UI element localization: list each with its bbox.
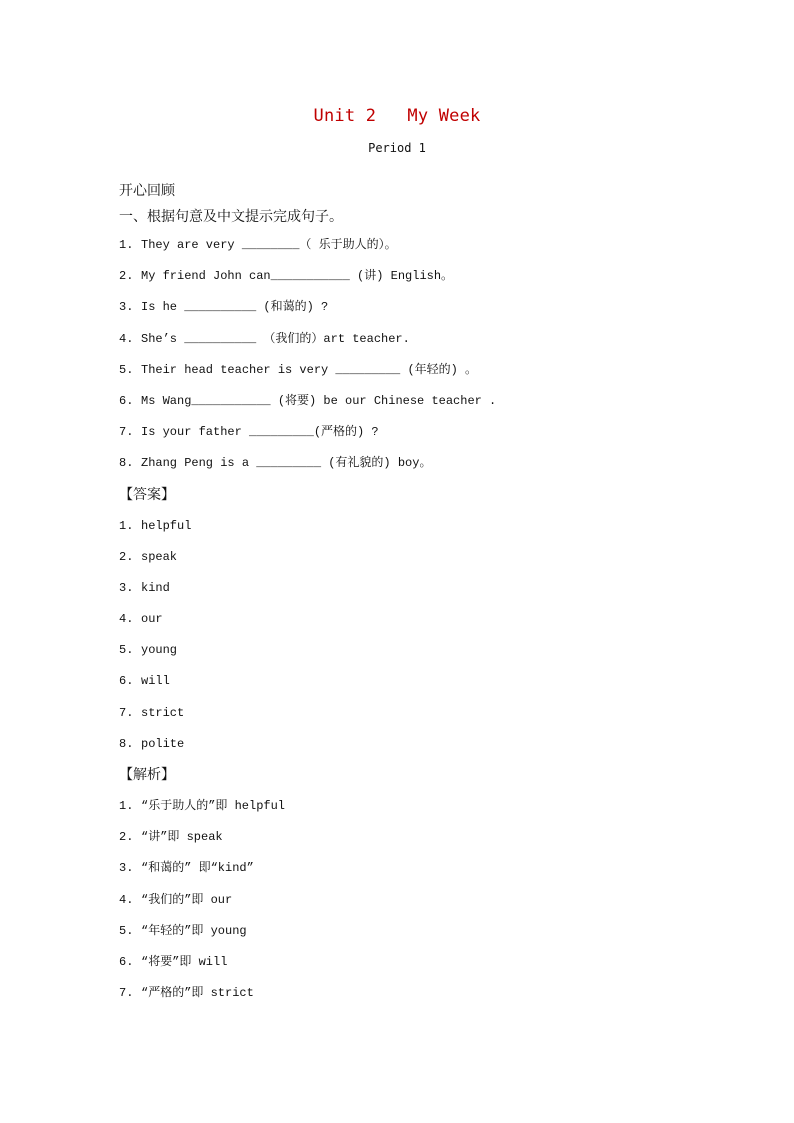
answer-text: speak	[141, 549, 178, 564]
analysis-item	[119, 853, 679, 884]
question-item	[119, 386, 679, 417]
answer-item	[119, 666, 679, 697]
analysis-number: 2.	[119, 830, 134, 845]
analysis-item	[119, 822, 679, 853]
answer-text: strict	[141, 705, 185, 720]
answer-number: 1.	[119, 518, 134, 533]
question-text: Zhang Peng is a _________ (有礼貌的) boy。	[141, 456, 432, 471]
answer-text: kind	[141, 580, 170, 595]
question-number: 6.	[119, 393, 134, 408]
answer-text: our	[141, 612, 163, 627]
answer-number: 6.	[119, 674, 134, 689]
analysis-text: “讲”即 speak	[141, 830, 223, 845]
question-number: 1.	[119, 238, 134, 252]
analysis-number: 7.	[119, 986, 134, 1001]
instruction-text: 一、根据句意及中文提示完成句子。	[119, 209, 343, 225]
question-number: 8.	[119, 456, 134, 471]
answer-text: helpful	[141, 518, 192, 533]
question-list	[119, 230, 679, 480]
analysis-number: 6.	[119, 954, 134, 969]
question-number: 5.	[119, 362, 134, 377]
analysis-number: 5.	[119, 923, 134, 938]
question-number: 3.	[119, 300, 134, 315]
question-text: Is he __________ (和蔼的) ?	[141, 300, 329, 315]
analysis-text: “我们的”即 our	[141, 892, 233, 907]
question-text: They are very ________（ 乐于助人的）。	[141, 238, 397, 252]
analysis-heading: 【解析】	[119, 767, 175, 783]
answer-number: 7.	[119, 705, 134, 720]
document-body	[119, 178, 679, 1009]
answer-text: young	[141, 643, 178, 658]
question-item	[119, 261, 679, 292]
answer-item	[119, 698, 679, 729]
question-text: My friend John can___________ (讲) English。	[141, 269, 454, 284]
analysis-text: “年轻的”即 young	[141, 923, 247, 938]
question-text: Their head teacher is very _________ (年轻的) 。	[141, 362, 478, 377]
answer-item	[119, 604, 679, 635]
answer-item	[119, 542, 679, 573]
question-number: 7.	[119, 425, 134, 440]
question-item	[119, 324, 679, 355]
page-subtitle: Period 1	[368, 141, 426, 155]
analysis-number: 4.	[119, 892, 134, 907]
answer-text: polite	[141, 736, 185, 751]
analysis-text: “和蔼的” 即“kind”	[141, 861, 254, 876]
analysis-text: “将要”即 will	[141, 954, 228, 969]
answer-list	[119, 511, 679, 761]
question-item	[119, 355, 679, 386]
question-text: She’s __________ （我们的）art teacher.	[141, 331, 410, 346]
section-heading: 开心回顾	[119, 183, 175, 199]
question-item	[119, 292, 679, 323]
analysis-item	[119, 916, 679, 947]
answer-number: 4.	[119, 612, 134, 627]
question-item	[119, 448, 679, 479]
answer-item	[119, 729, 679, 760]
question-number: 4.	[119, 331, 134, 346]
answer-number: 2.	[119, 549, 134, 564]
question-number: 2.	[119, 269, 134, 284]
answer-heading: 【答案】	[119, 486, 175, 503]
analysis-item	[119, 791, 679, 822]
analysis-item	[119, 885, 679, 916]
analysis-item	[119, 978, 679, 1009]
analysis-number: 3.	[119, 861, 134, 876]
analysis-list	[119, 791, 679, 1009]
answer-text: will	[141, 674, 170, 689]
question-item	[119, 230, 679, 261]
question-text: Ms Wang___________ (将要) be our Chinese teacher .	[141, 393, 497, 408]
answer-number: 5.	[119, 643, 134, 658]
analysis-text: “乐于助人的”即 helpful	[141, 799, 286, 813]
answer-item	[119, 573, 679, 604]
analysis-text: “严格的”即 strict	[141, 986, 254, 1001]
analysis-number: 1.	[119, 799, 134, 813]
question-item	[119, 417, 679, 448]
analysis-item	[119, 947, 679, 978]
page-title: Unit 2 My Week	[313, 106, 481, 126]
answer-item	[119, 635, 679, 666]
answer-item	[119, 511, 679, 542]
answer-number: 8.	[119, 736, 134, 751]
question-text: Is your father _________(严格的) ?	[141, 425, 379, 440]
answer-number: 3.	[119, 580, 134, 595]
